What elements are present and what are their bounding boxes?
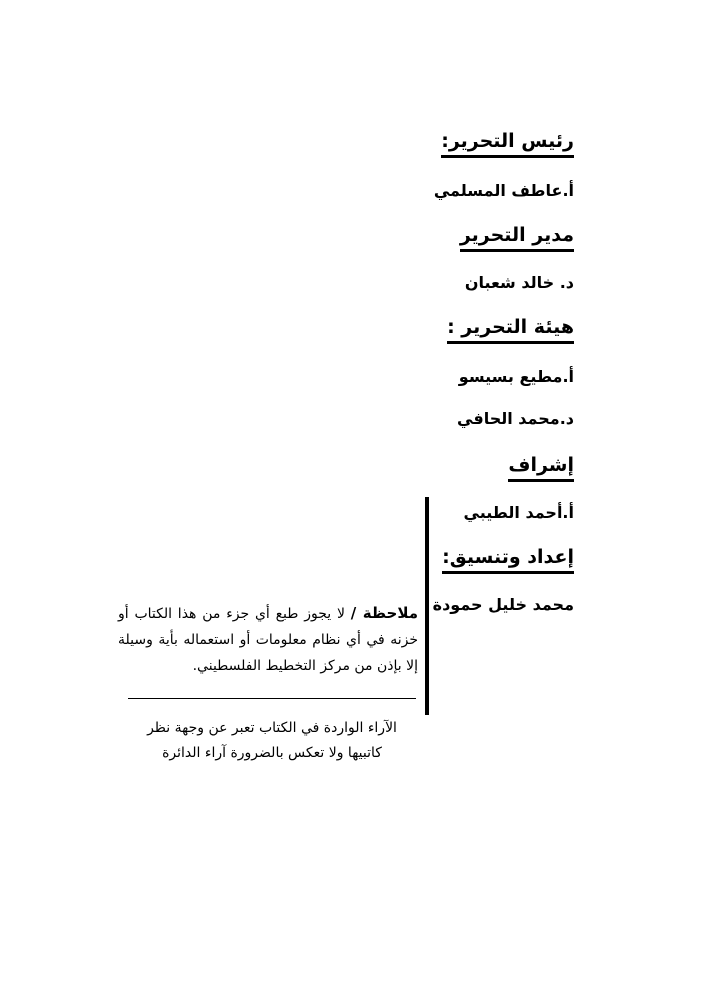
editor-in-chief-heading: رئيس التحرير: [441, 128, 574, 158]
disclaimer [128, 716, 416, 766]
disclaimer-line: الآراء الواردة في الكتاب تعبر عن وجهة نظر [147, 720, 397, 736]
supervision-name: أ.أحمد الطيبي [463, 503, 574, 522]
editor-in-chief-name: أ.عاطف المسلمي [433, 181, 574, 200]
editorial-board-member: أ.مطيع بسيسو [458, 367, 574, 386]
preparation-heading: إعداد وتنسيق: [442, 544, 574, 574]
note-text: لا يجوز طبع أي جزء من هذا الكتاب أو خزنه في أي نظام معلومات أو استعماله بأية وسيلة إلا بإذن من مركز التخطيط الفلسطيني. [118, 606, 418, 674]
copyright-note [118, 600, 418, 679]
editor-in-chief-section [274, 128, 574, 202]
managing-editor-section [274, 222, 574, 294]
editorial-board-section [274, 314, 574, 430]
disclaimer-line: كاتبيها ولا تعكس بالضرورة آراء الدائرة [162, 745, 382, 761]
credits-column [274, 128, 574, 616]
supervision-section [274, 452, 574, 524]
preparation-name: محمد خليل حمودة [432, 595, 574, 614]
vertical-divider [425, 497, 429, 715]
editorial-board-heading: هيئة التحرير : [447, 314, 574, 344]
managing-editor-name: د. خالد شعبان [464, 273, 574, 292]
note-label: ملاحظة / [350, 604, 418, 622]
editorial-board-member: د.محمد الحافي [457, 409, 574, 428]
managing-editor-heading: مدير التحرير [460, 222, 574, 252]
supervision-heading: إشراف [508, 452, 574, 482]
horizontal-divider [128, 698, 416, 699]
